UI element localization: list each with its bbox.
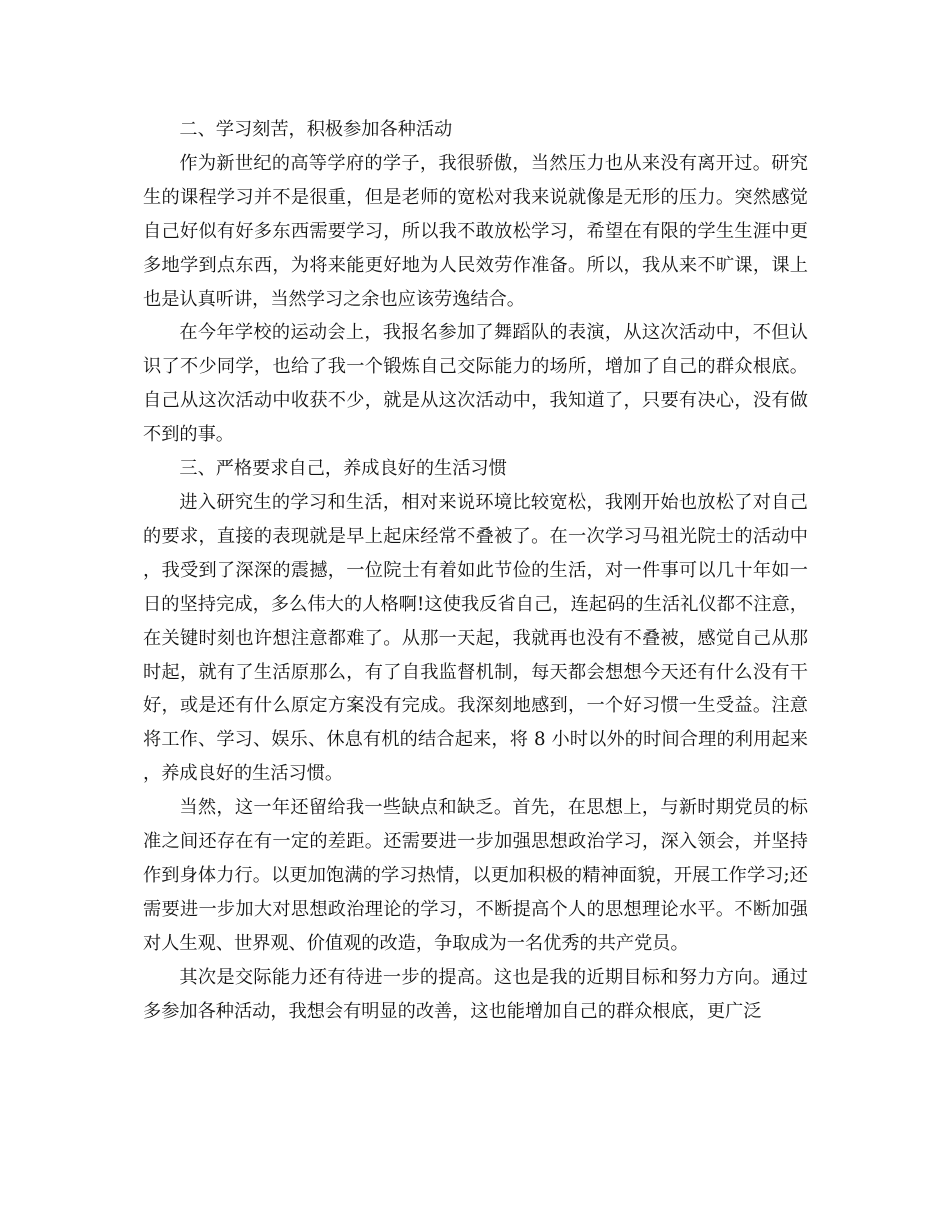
- paragraph-social-skills: 其次是交际能力还有待进一步的提高。这也是我的近期目标和努力方向。通过多参加各种活动，我想会有明显的改善，这也能增加自己的群众根底，更广泛: [143, 966, 808, 1022]
- paragraph-study: 作为新世纪的高等学府的学子，我很骄傲，当然压力也从来没有离开过。研究生的课程学习并不是很重，但是老师的宽松对我来说就像是无形的压力。突然感觉自己好似有好多东西需要学习，所以我不敢放松学习，希望在有限的学生生涯中更多地学到点东西，为将来能更好地为人民效劳作准备。所以，我从来不旷课，课上也是认真听讲，当然学习之余也应该劳逸结合。: [143, 152, 808, 310]
- section-heading-study: 二、学习刻苦，积极参加各种活动: [179, 119, 453, 140]
- section-heading-habits: 三、严格要求自己，养成良好的生活习惯: [179, 458, 507, 480]
- paragraph-sports-meet: 在今年学校的运动会上，我报名参加了舞蹈队的表演，从这次活动中，不但认识了不少同学，也给了我一个锻炼自己交际能力的场所，增加了自己的群众根底。自己从这次活动中收获不少，就是从这次活动中，我知道了，只要有决心，没有做不到的事。: [143, 322, 808, 446]
- paragraph-habits: 进入研究生的学习和生活，相对来说环境比较宽松，我刚开始也放松了对自己的要求，直接的表现就是早上起床经常不叠被了。在一次学习马祖光院士的活动中，我受到了深深的震撼，一位院士有着如此节俭的生活，对一件事可以几十年如一日的坚持完成，多么伟大的人格啊!这使我反省自己，连起码的生活礼仪都不注意，在关键时刻也许想注意都难了。从那一天起，我就再也没有不叠被，感觉自己从那时起，就有了生活原那么，有了自我监督机制，每天都会想想今天还有什么没有干好，或是还有什么原定方案没有完成。我深刻地感到，一个好习惯一生受益。注意将工作、学习、娱乐、休息有机的结合起来，将 8 小时以外的时间合理的利用起来，养成良好的生活习惯。: [143, 491, 808, 785]
- paragraph-shortcomings: 当然，这一年还留给我一些缺点和缺乏。首先，在思想上，与新时期党员的标准之间还存在有一定的差距。还需要进一步加强思想政治学习，深入领会，并坚持作到身体力行。以更加饱满的学习热情，以更加积极的精神面貌，开展工作学习;还需要进一步加大对思想政治理论的学习，不断提高个人的思想理论水平。不断加强对人生观、世界观、价值观的改造，争取成为一名优秀的共产党员。: [143, 797, 808, 954]
- document-body: [143, 113, 808, 1028]
